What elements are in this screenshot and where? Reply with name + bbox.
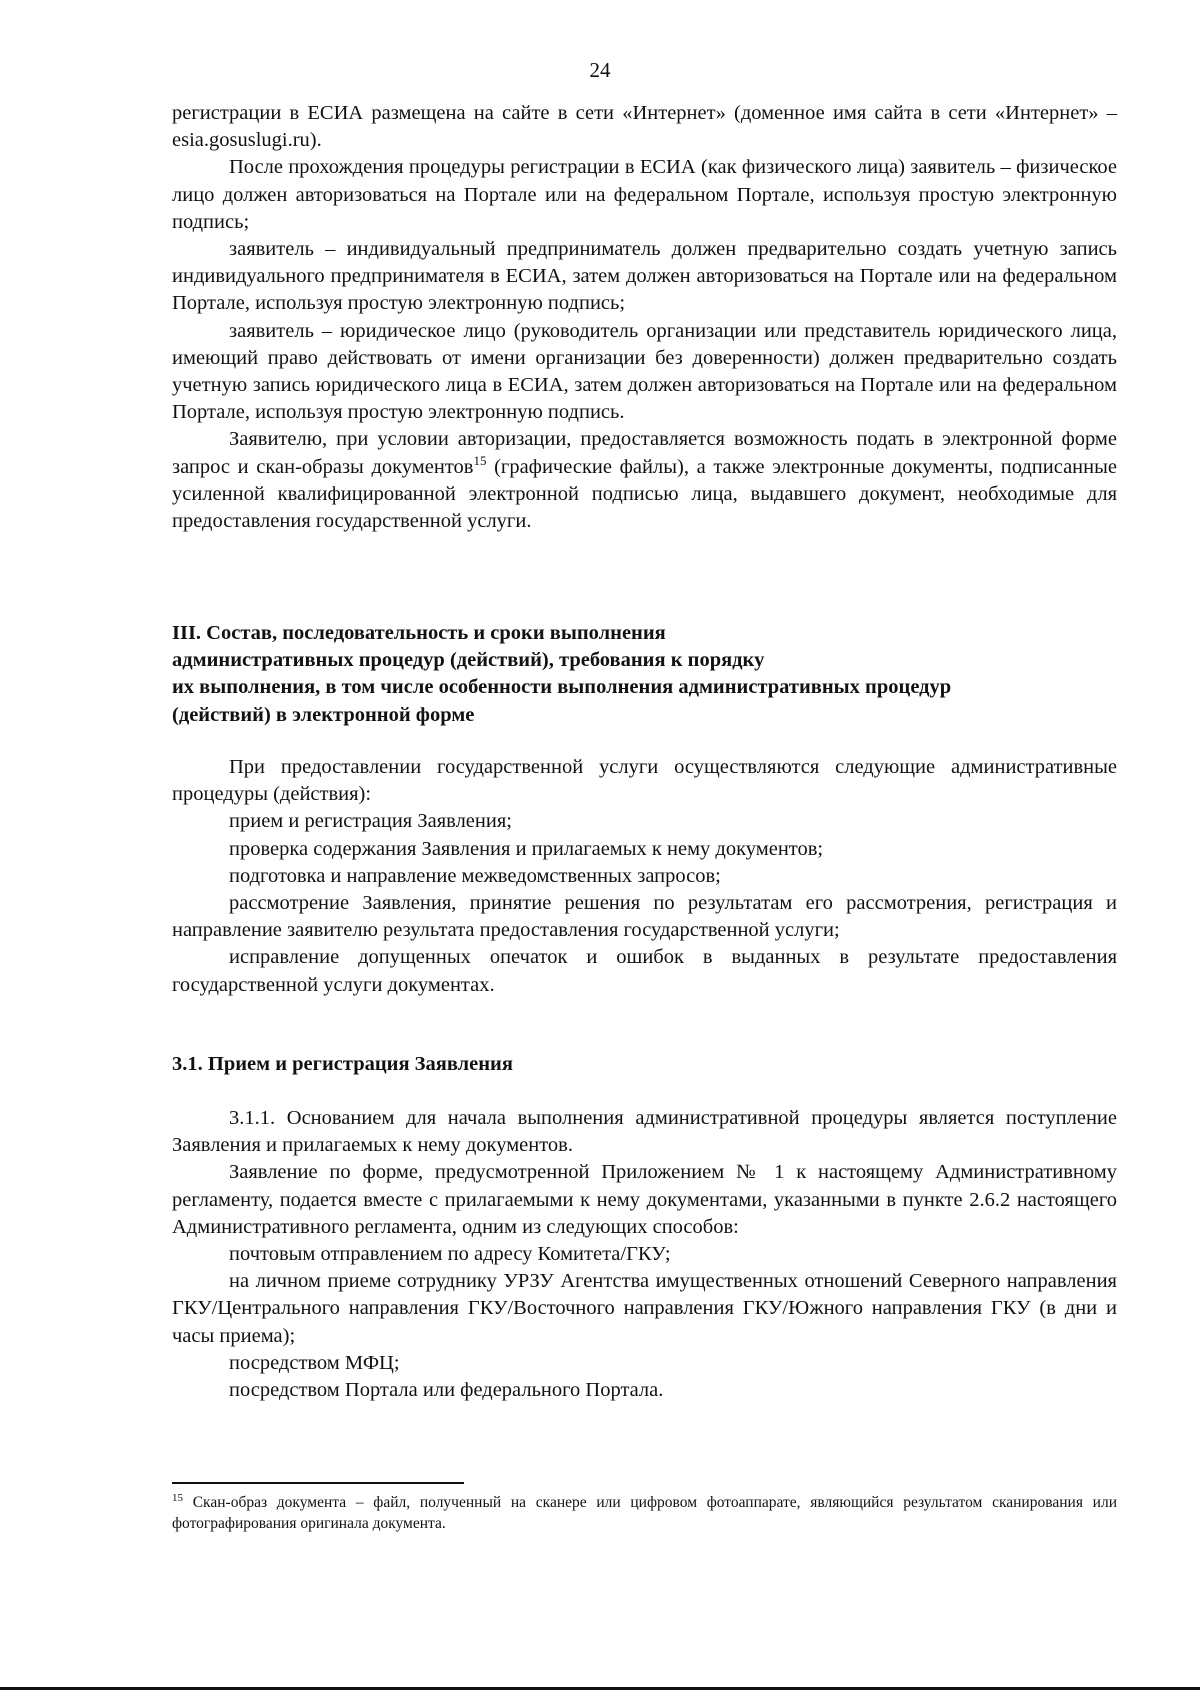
footnote-reference[interactable]: 15 bbox=[473, 452, 487, 468]
paragraph: регистрации в ЕСИА размещена на сайте в сети «Интернет» (доменное имя сайта в сети «Интернет» – esia.gosuslugi.ru). bbox=[172, 102, 1117, 152]
paragraph bbox=[172, 426, 1117, 535]
list-item: проверка содержания Заявления и прилагаемых к нему документов; bbox=[229, 837, 824, 860]
paragraph: Заявление по форме, предусмотренной Приложением № 1 к настоящему Административному регламенту, подается вместе с прилагаемыми к нему документами, указанными в пункте 2.6.2 настоящего Административного регламента, одним из следующих способов: bbox=[172, 1161, 1117, 1238]
section-3-body bbox=[172, 754, 1117, 999]
list-item: посредством МФЦ; bbox=[229, 1351, 400, 1374]
section-3-1-heading bbox=[172, 1051, 1117, 1078]
paragraph: заявитель – индивидуальный предприниматель должен предварительно создать учетную запись индивидуального предпринимателя в ЕСИА, затем должен авторизоваться на Портале или на федеральном Портале, используя простую электронную подпись; bbox=[172, 238, 1117, 315]
section-heading-line: (действий) в электронной форме bbox=[172, 703, 475, 726]
paragraph: После прохождения процедуры регистрации в ЕСИА (как физического лица) заявитель – физическое лицо должен авторизоваться на Портале или на федеральном Портале, используя простую электронную подпись; bbox=[172, 156, 1117, 233]
list-item: почтовым отправлением по адресу Комитета/ГКУ; bbox=[229, 1243, 671, 1266]
paragraph: заявитель – юридическое лицо (руководитель организации или представитель юридического лица, имеющий право действовать от имени организации без доверенности) должен предварительно создать учетную запись юридического лица в ЕСИА, затем должен авторизоваться на Портале или на федеральном Портале, используя простую электронную подпись. bbox=[172, 319, 1117, 424]
section-heading-line: их выполнения, в том числе особенности выполнения административных процедур bbox=[172, 676, 952, 699]
section-3-heading bbox=[172, 620, 1117, 729]
footnote-text: Скан-образ документа – файл, полученный на сканере или цифровом фотоаппарате, являющийся результатом сканирования или фотографирования оригинала документа. bbox=[172, 1494, 1117, 1532]
subsection-heading: 3.1. Прием и регистрация Заявления bbox=[172, 1053, 513, 1075]
list-item: рассмотрение Заявления, принятие решения по результатам его рассмотрения, регистрация и направление заявителю результата предоставления государственной услуги; bbox=[172, 892, 1117, 942]
footnote bbox=[172, 1492, 1117, 1534]
paragraph-text: (графические файлы), а также электронные документы, подписанные усиленной квалифицированной электронной подписью лица, выдавшего документ, необходимые для предоставления государственной услуги. bbox=[172, 455, 1117, 533]
intro-section bbox=[172, 100, 1117, 535]
list-item: исправление допущенных опечаток и ошибок в выданных в результате предоставления государственной услуги документах. bbox=[172, 946, 1117, 996]
list-item: прием и регистрация Заявления; bbox=[229, 810, 512, 833]
page-number: 24 bbox=[589, 58, 611, 82]
section-heading-line: III. Состав, последовательность и сроки выполнения bbox=[172, 622, 666, 644]
paragraph: При предоставлении государственной услуги осуществляются следующие административные процедуры (действия): bbox=[172, 756, 1117, 806]
list-item: на личном приеме сотруднику УРЗУ Агентства имущественных отношений Северного направления ГКУ/Центрального направления ГКУ/Восточного направления ГКУ/Южного направления ГКУ (в дни и часы приема); bbox=[172, 1270, 1117, 1347]
footnote-separator bbox=[172, 1482, 464, 1484]
paragraph: 3.1.1. Основанием для начала выполнения административной процедуры является поступление Заявления и прилагаемых к нему документов. bbox=[172, 1107, 1117, 1157]
page-bottom-border bbox=[0, 1687, 1200, 1690]
section-3-1-body bbox=[172, 1105, 1117, 1404]
list-item: подготовка и направление межведомственных запросов; bbox=[229, 864, 721, 887]
section-heading-line: административных процедур (действий), требования к порядку bbox=[172, 649, 765, 672]
footnote-marker: 15 bbox=[172, 1492, 183, 1504]
paragraph-text: Заявителю, при условии авторизации, предоставляется возможность подать в электронной форме запрос и скан-образы документов bbox=[172, 428, 1117, 478]
list-item: посредством Портала или федерального Портала. bbox=[229, 1379, 664, 1402]
